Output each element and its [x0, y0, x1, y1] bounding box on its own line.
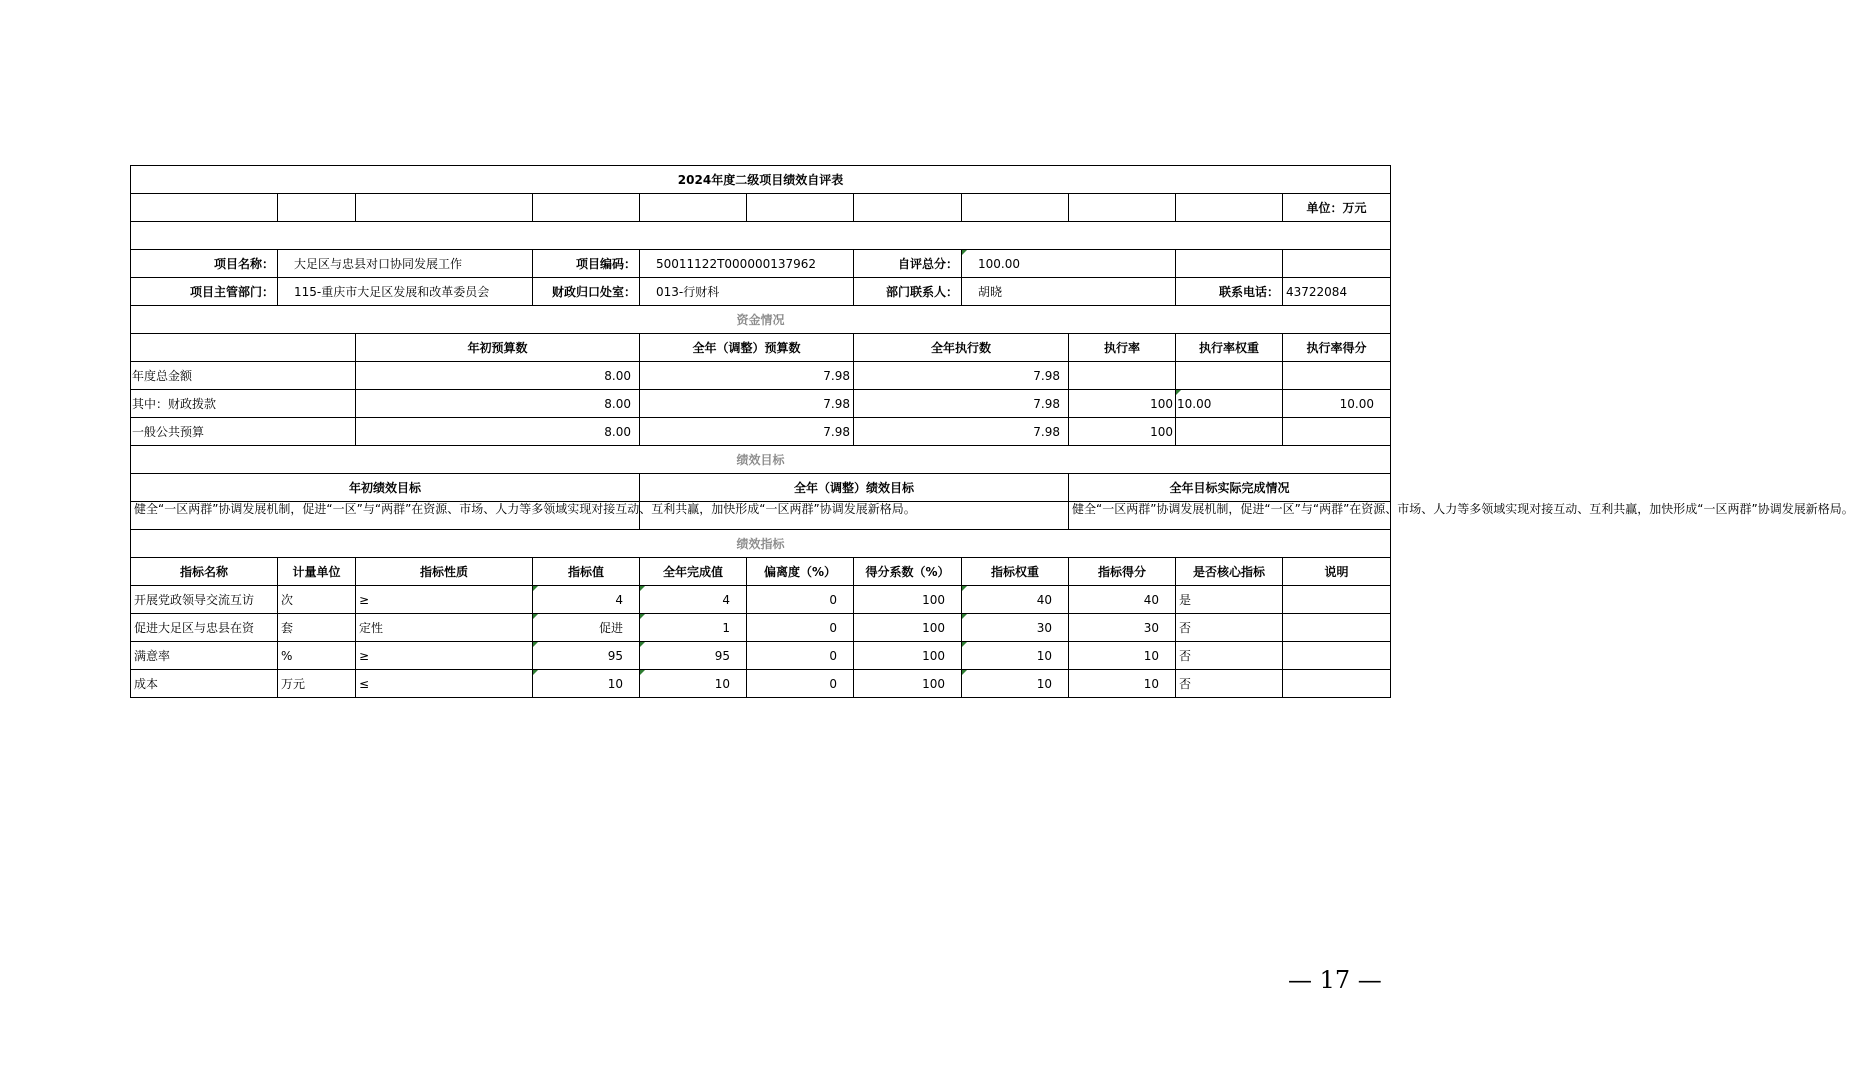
- indicator-row: [131, 586, 1391, 614]
- indicator-header: 全年完成值: [640, 558, 747, 586]
- indicator-nature: 定性: [356, 614, 533, 642]
- indicator-note: [1283, 614, 1391, 642]
- indicator-target: 4: [533, 586, 640, 614]
- fund-initial: 8.00: [356, 418, 640, 446]
- indicator-score: 40: [1069, 586, 1176, 614]
- indicator-core: 是: [1176, 586, 1283, 614]
- fund-score: [1283, 418, 1391, 446]
- fund-initial: 8.00: [356, 390, 640, 418]
- indicator-unit: %: [278, 642, 356, 670]
- fund-executed: 7.98: [854, 390, 1069, 418]
- funds-header: 全年（调整）预算数: [640, 334, 854, 362]
- indicator-deviation: 0: [747, 670, 854, 698]
- indicator-core: 否: [1176, 642, 1283, 670]
- indicator-header: 指标权重: [962, 558, 1069, 586]
- funds-row: [131, 362, 1391, 390]
- indicator-target: 95: [533, 642, 640, 670]
- indicator-coefficient: 100: [854, 670, 962, 698]
- indicator-name: 促进大足区与忠县在资: [131, 614, 278, 642]
- indicator-header: 指标性质: [356, 558, 533, 586]
- goals-header: 年初绩效目标: [131, 474, 640, 502]
- project-code-label: 项目编码：: [533, 250, 640, 278]
- indicator-header: 说明: [1283, 558, 1391, 586]
- contact-value: 胡晓: [962, 278, 1176, 306]
- contact-label: 部门联系人：: [854, 278, 962, 306]
- funds-header: 年初预算数: [356, 334, 640, 362]
- goals-header: 全年（调整）绩效目标: [640, 474, 1069, 502]
- indicator-header: 指标值: [533, 558, 640, 586]
- fund-adjusted: 7.98: [640, 390, 854, 418]
- indicator-header: 指标名称: [131, 558, 278, 586]
- indicator-note: [1283, 670, 1391, 698]
- indicator-nature: ≥: [356, 642, 533, 670]
- indicator-header: 得分系数（%）: [854, 558, 962, 586]
- funds-header: 执行率: [1069, 334, 1176, 362]
- fund-rate: 100: [1069, 390, 1176, 418]
- fund-name: 其中：财政拨款: [131, 390, 356, 418]
- indicator-unit: 套: [278, 614, 356, 642]
- indicators-section-title: 绩效指标: [131, 530, 1391, 558]
- fund-adjusted: 7.98: [640, 362, 854, 390]
- indicator-score: 10: [1069, 670, 1176, 698]
- indicator-header: 指标得分: [1069, 558, 1176, 586]
- indicator-row: [131, 670, 1391, 698]
- fund-rate: [1069, 362, 1176, 390]
- indicator-header: 计量单位: [278, 558, 356, 586]
- project-name-label: 项目名称：: [131, 250, 278, 278]
- goal-initial: 健全“一区两群”协调发展机制，促进“一区”与“两群”在资源、市场、人力等多领域实现对接互动、互利共赢，加快形成“一区两群”协调发展新格局。: [131, 502, 640, 530]
- fund-name: 年度总金额: [131, 362, 356, 390]
- performance-table: [130, 165, 1854, 698]
- goals-section-title: 绩效目标: [131, 446, 1391, 474]
- indicator-done: 10: [640, 670, 747, 698]
- fund-name: 一般公共预算: [131, 418, 356, 446]
- fund-executed: 7.98: [854, 418, 1069, 446]
- fund-score: [1283, 362, 1391, 390]
- indicator-core: 否: [1176, 670, 1283, 698]
- office-value: 013-行财科: [640, 278, 854, 306]
- score-label: 自评总分：: [854, 250, 962, 278]
- indicator-note: [1283, 642, 1391, 670]
- funds-header: 执行率得分: [1283, 334, 1391, 362]
- indicator-weight: 10: [962, 642, 1069, 670]
- project-code: 50011122T000000137962: [640, 250, 854, 278]
- indicator-header: 是否核心指标: [1176, 558, 1283, 586]
- page-number: — 17 —: [1288, 966, 1382, 994]
- fund-executed: 7.98: [854, 362, 1069, 390]
- indicator-core: 否: [1176, 614, 1283, 642]
- total-score: 100.00: [962, 250, 1176, 278]
- unit-label: 单位：万元: [1283, 194, 1391, 222]
- phone-label: 联系电话：: [1176, 278, 1283, 306]
- funds-header: 全年执行数: [854, 334, 1069, 362]
- funds-header: 执行率权重: [1176, 334, 1283, 362]
- phone-value: 43722084: [1283, 278, 1391, 306]
- indicator-done: 1: [640, 614, 747, 642]
- fund-adjusted: 7.98: [640, 418, 854, 446]
- page-title: 2024年度二级项目绩效自评表: [131, 166, 1391, 194]
- fund-weight: [1176, 418, 1283, 446]
- indicator-score: 10: [1069, 642, 1176, 670]
- dept-label: 项目主管部门：: [131, 278, 278, 306]
- indicator-weight: 30: [962, 614, 1069, 642]
- indicator-done: 95: [640, 642, 747, 670]
- dept-value: 115-重庆市大足区发展和改革委员会: [278, 278, 533, 306]
- office-label: 财政归口处室：: [533, 278, 640, 306]
- indicator-unit: 万元: [278, 670, 356, 698]
- indicators-header-row: [131, 558, 1391, 586]
- indicator-deviation: 0: [747, 642, 854, 670]
- indicator-nature: ≤: [356, 670, 533, 698]
- indicator-row: [131, 614, 1391, 642]
- fund-weight: [1176, 362, 1283, 390]
- funds-row: [131, 390, 1391, 418]
- indicator-target: 促进: [533, 614, 640, 642]
- indicator-note: [1283, 586, 1391, 614]
- indicator-weight: 10: [962, 670, 1069, 698]
- goals-header: 全年目标实际完成情况: [1069, 474, 1391, 502]
- indicator-nature: ≥: [356, 586, 533, 614]
- indicator-name: 成本: [131, 670, 278, 698]
- indicator-name: 满意率: [131, 642, 278, 670]
- indicator-coefficient: 100: [854, 614, 962, 642]
- funds-section-title: 资金情况: [131, 306, 1391, 334]
- indicator-target: 10: [533, 670, 640, 698]
- funds-row: [131, 418, 1391, 446]
- indicator-coefficient: 100: [854, 586, 962, 614]
- fund-initial: 8.00: [356, 362, 640, 390]
- indicator-weight: 40: [962, 586, 1069, 614]
- project-name: 大足区与忠县对口协同发展工作: [278, 250, 533, 278]
- indicator-deviation: 0: [747, 586, 854, 614]
- indicator-unit: 次: [278, 586, 356, 614]
- fund-rate: 100: [1069, 418, 1176, 446]
- indicator-header: 偏离度（%）: [747, 558, 854, 586]
- indicator-coefficient: 100: [854, 642, 962, 670]
- indicator-deviation: 0: [747, 614, 854, 642]
- spacer-row: [131, 222, 1391, 250]
- indicator-row: [131, 642, 1391, 670]
- fund-score: 10.00: [1283, 390, 1391, 418]
- goal-actual: 健全“一区两群”协调发展机制，促进“一区”与“两群”在资源、市场、人力等多领域实现对接互动、互利共赢，加快形成“一区两群”协调发展新格局。: [1069, 502, 1391, 530]
- indicator-name: 开展党政领导交流互访: [131, 586, 278, 614]
- indicator-score: 30: [1069, 614, 1176, 642]
- indicator-done: 4: [640, 586, 747, 614]
- fund-weight: 10.00: [1176, 390, 1283, 418]
